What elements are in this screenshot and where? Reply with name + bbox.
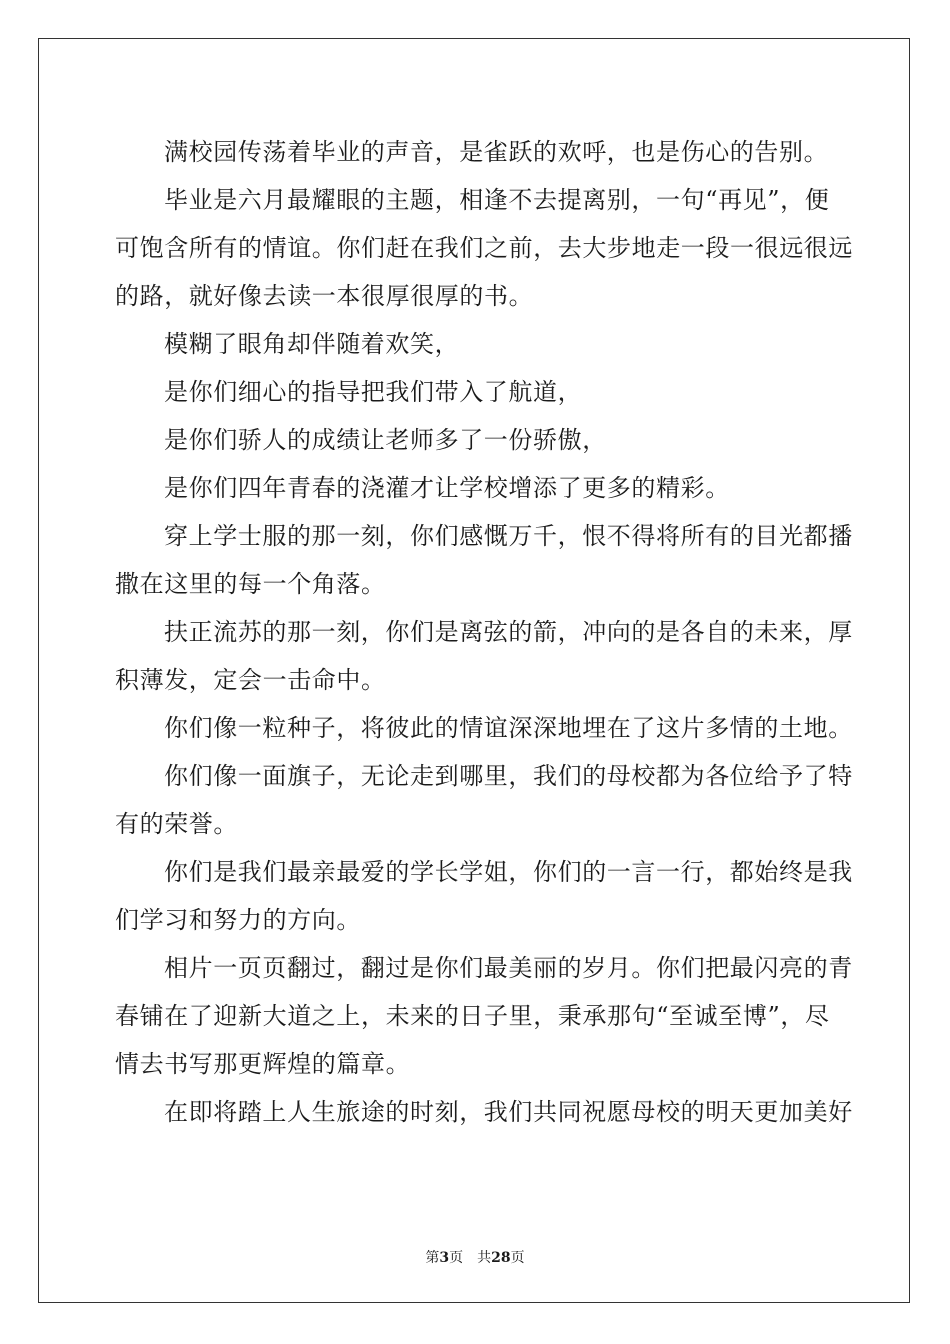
document-body [115, 128, 853, 1136]
text-line: 扶正流苏的那一刻，你们是离弦的箭，冲向的是各自的未来，厚 [164, 618, 853, 646]
page-prefix: 第 [425, 1250, 440, 1266]
page-suffix: 页 [449, 1250, 464, 1266]
text-line: 是你们细心的指导把我们带入了航道， [164, 378, 583, 406]
text-line: 在即将踏上人生旅途的时刻，我们共同祝愿母校的明天更加美好 [164, 1098, 853, 1126]
text-line: 相片一页页翻过，翻过是你们最美丽的岁月。你们把最闪亮的青 [164, 954, 853, 982]
text-line: 穿上学士服的那一刻，你们感慨万千，恨不得将所有的目光都播 [164, 522, 853, 550]
text-line: 的路，就好像去读一本很厚很厚的书。 [115, 282, 534, 310]
text-line: 是你们四年青春的浇灌才让学校增添了更多的精彩。 [164, 474, 730, 502]
text-line: 情去书写那更辉煌的篇章。 [115, 1050, 411, 1078]
text-line: 有的荣誉。 [115, 810, 238, 838]
total-prefix: 共 [477, 1250, 492, 1266]
text-line: 你们像一粒种子，将彼此的情谊深深地埋在了这片多情的土地。 [164, 714, 853, 742]
text-line: 毕业是六月最耀眼的主题，相逢不去提离别，一句“再见”，便 [164, 186, 830, 214]
text-line: 们学习和努力的方向。 [115, 906, 361, 934]
text-line: 是你们骄人的成绩让老师多了一份骄傲， [164, 426, 607, 454]
text-line: 满校园传荡着毕业的声音，是雀跃的欢呼，也是伤心的告别。 [164, 138, 829, 166]
text-line: 你们是我们最亲最爱的学长学姐，你们的一言一行，都始终是我 [164, 858, 853, 886]
text-line: 你们像一面旗子，无论走到哪里，我们的母校都为各位给予了特 [164, 762, 853, 790]
text-line: 撒在这里的每一个角落。 [115, 570, 386, 598]
text-line: 可饱含所有的情谊。你们赶在我们之前，去大步地走一段一很远很远 [115, 234, 853, 262]
page-number: 3 [439, 1250, 450, 1266]
total-pages: 28 [491, 1250, 511, 1266]
total-suffix: 页 [510, 1250, 525, 1266]
text-line: 春铺在了迎新大道之上，未来的日子里，秉承那句“至诚至博”，尽 [115, 1002, 830, 1030]
page-footer [0, 1248, 950, 1268]
text-line: 模糊了眼角却伴随着欢笑， [164, 330, 460, 358]
text-line: 积薄发，定会一击命中。 [115, 666, 386, 694]
